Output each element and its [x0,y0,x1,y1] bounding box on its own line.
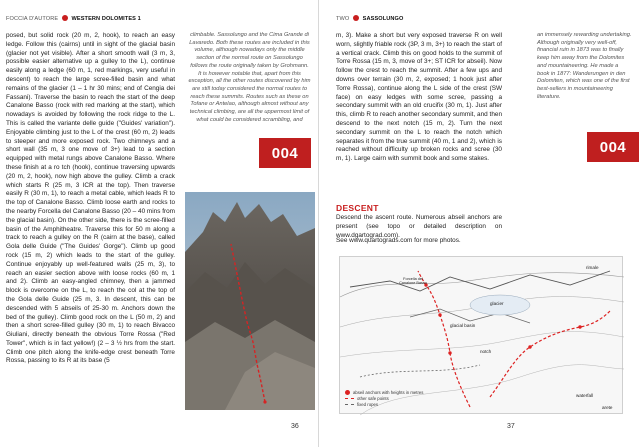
map-legend [345,390,423,408]
anchor-icon [345,390,350,395]
map-label-arete: arete [602,405,613,410]
map-label-glacier: glacier [490,301,504,306]
route-number-badge: 004 [259,138,311,168]
map-label-notch: notch [480,349,492,354]
more-photos-note: See www.quartograds.com for more photos. [336,237,461,244]
map-label-waterfall: waterfall [576,393,594,398]
historical-note: climbable. Sassolungo and the Cima Grande di Lavaredo. Both these routes are included in this volume, although nowadays only the middle section of the normal route on Sassolungo follows the route originally taken by Grohmann. It is however notable that, apart from this exception, all the other routes discovered by him are still today considered the normal routes to reach these summits. Routes such as these on Tofane or Antelao, although almost without any technical climbing, are all the uppermost limit of what could be considered scrambling, and [188,32,311,123]
running-head-right [336,15,403,22]
legend-label: other safe points [357,396,389,401]
descent-text: Descend the ascent route. Numerous abseil anchors are present (see topo or detailed description on www.dgartograd.com). [336,214,502,239]
legend-label: fixed ropes [357,402,379,407]
running-head-section: FOCCIA D'AUTORE [6,16,59,22]
map-label-rimale: rimale [586,265,599,270]
running-head-title: WESTERN DOLOMITES 1 [71,16,141,22]
red-dot-icon [353,15,359,21]
rock-face-image [185,192,315,410]
route-photo [185,192,315,410]
fixed-rope-icon [345,404,354,405]
running-head-left [6,15,141,22]
red-dot-icon [62,15,68,21]
map-label-glacial-basin: glacial basin [450,323,476,328]
route-topo-map [339,256,623,414]
historical-note-continued: an immensely rewarding undertaking. Although originally very well-off, financial ruin in 1873 was to finally keep him away from the Dolomites and mountaineering. He made a book in 1877: Wanderungen in den Dolomiten, which was one of the first best-sellers in mountaineering literature. [537,32,632,100]
safe-point-icon [345,398,354,399]
running-head-section: TWO [336,16,350,22]
left-page [0,0,319,447]
route-description: posed, but solid rock (20 m, 2, hook), to reach an easy ledge. Follow this (cairns) until in sight of the glacial basin (glacier not yet visible). After a short smooth wall (3 m, 3, possible easier alternative up a gulley to the L), continue easily along a ledge (60 m, 1, red markings, very useful in descent) to reach the large scree-filled basin and what remains of the glacier (1 – 1 hr 30 mins; end of Cengia dei Fassani). Traverse the basin to reach the start of the deep Canalone Basso (rock with red marking at the start), which nowadays is avoided by following the rock ridge to the L. This is called the variante delle guide ("Guides' variation"). Enjoyable climbing just to the L of the crest (60 m, 2) leads to steeper and more exposed rock. Two chimneys and a short wall (35 m, 3 one move of 3+) lead to a section equipped with metal rungs above Canalone Basso. Where these finish at a ro tch (hook), continue traversing upwards (20 m, 2, hook), now high above the gulley. Climb a crack which starts R (25 m, 3 ICR at the top). Then traverse easily R (30 m, 1), to reach a metal cable, which leads R to the top of Canalone Basso. Climb loose earth and rocks to the nearby Forcella del Canalone Basso (20 – 40 mins from the glacial basin). On the other side, there is the scree-filled basin of the Amphitheatre. Traverse this for 50 m along a track to reach a gulley on the R (cairn at the base), called Gola delle Guide ("The Guides' Gorge"). Climb up good rock (15 m, 2) which leads to the start of the gulley. Continue enjoyably up well-featured walls (25 m, 3), to reach an easier section above with loose rocks (60 m, 1 and 2). Climb an easy-angled chimney, then a jammed block is overcome on the L, to reach the col at the top of the Gola delle Guide (25 m, 3. In descent, this can be descended with 5 abseils of 25-30 m. Anchors down the bed of the gulley). Climb good rock on the L (50 m, 2) and then a short scree-filled gulley (30 m, 1) to reach Bivacco Giuliani, directly beneath the obvious Torre Rossa ("Red Tower", which is in fact yellow!) (2 – 3 ½ hrs from the start. Climb one pitch along the knife-edge crest beneath Torre Rossa, passing to its R at its base (5 [6,32,175,365]
page-number-left: 36 [291,423,299,430]
page-number-right: 37 [507,423,515,430]
legend-row-ropes [345,402,423,408]
descent-heading: DESCENT [336,203,379,213]
map-label-forcella: Forcella del Canalone Basso [399,277,427,286]
legend-label: abseil anchors with heights in metres [353,390,424,395]
running-head-title: SASSOLUNGO [362,16,404,22]
route-number-badge: 004 [587,132,639,162]
route-description-continued: m, 3). Make a short but very exposed traverse R on well worn, slightly friable rock (3P, 3 m, 3+) to reach the start of a vertical crack. Climb this on good holds to the summit of Torre Rossa (15 m, 3, move of 3+; ST ICR for abseil). Now follow the crest to reach the summit. After a few ups and downs over terrain (30 m, 2, exposed; 1 hook just after Torre Rossa), continue along the L side of the crest (SW face) on easy ledges with some scree, passing a secondary summit with an old crucifix (30 m, 1). Just after this, climb R to reach another secondary summit, and then descend to the next notch (15 m, 2). Turn the next secondary summit on the L to reach the notch which separates it from the true summit (40 m, 1 and 2), which is reached without difficulty up broken rocks and scree (30 m, 1). Large cairn with summit book and some stakes. [336,32,502,163]
